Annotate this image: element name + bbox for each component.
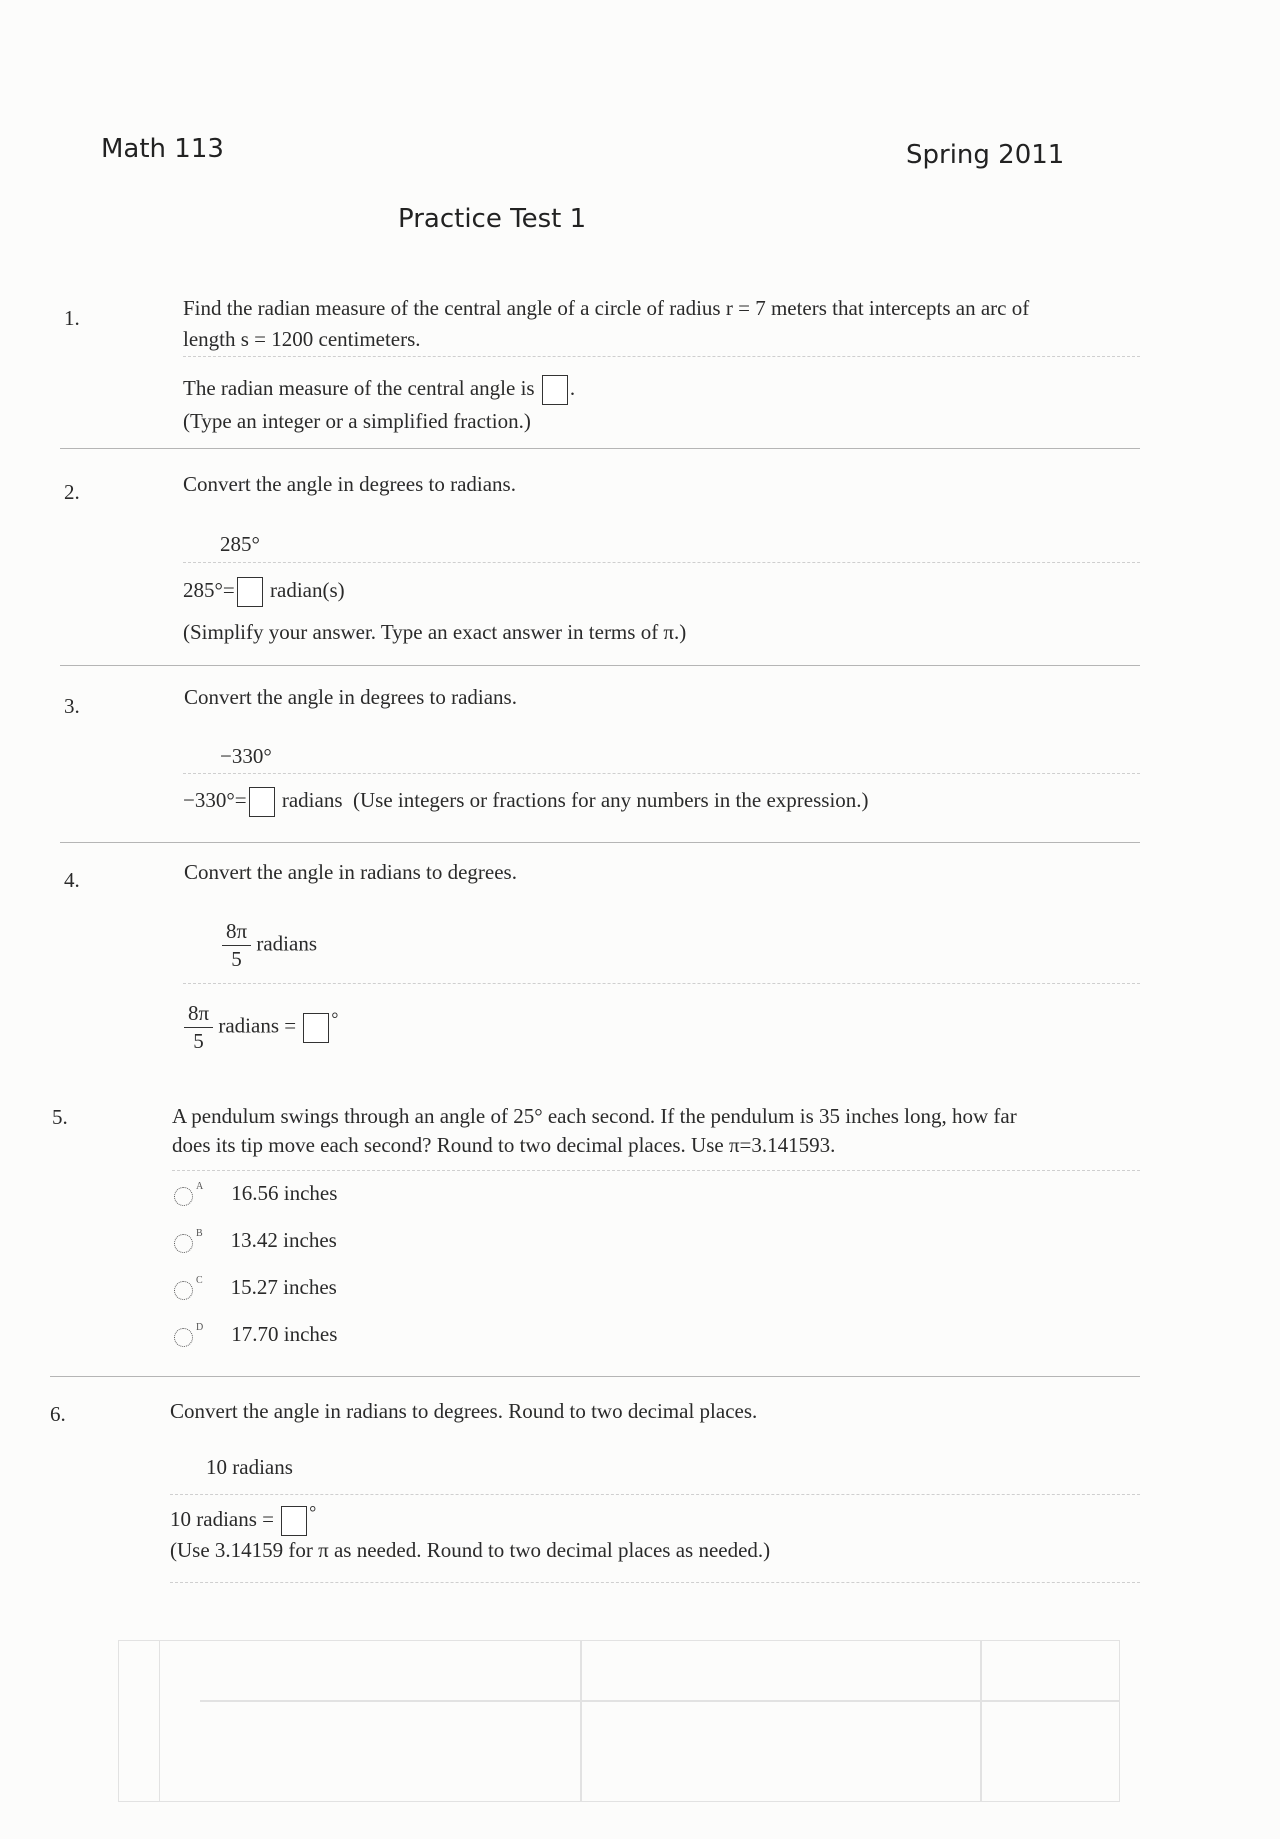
given-value — [222, 918, 317, 974]
question-separator — [60, 665, 1140, 666]
option-a[interactable] — [174, 1181, 337, 1206]
divider — [183, 983, 1140, 984]
fraction-denominator: 5 — [231, 947, 242, 972]
question-prompt: Convert the angle in radians to degrees. Round to two decimal places. — [170, 1399, 758, 1423]
answer-suffix: radians — [281, 788, 343, 812]
answer-suffix: . — [569, 376, 576, 400]
fraction-numerator: 8π — [222, 918, 251, 946]
answer-prefix: 10 radians = — [170, 1507, 274, 1531]
faint-grid-line — [200, 1700, 1120, 1702]
answer-input-box[interactable] — [303, 1013, 329, 1043]
question-prompt-line-2: does its tip move each second? Round to two decimal places. Use π=3.141593. — [172, 1133, 836, 1157]
given-fraction — [222, 918, 251, 974]
answer-instruction: (Use integers or fractions for any numbers in the expression.) — [353, 788, 869, 812]
given-angle: 285° — [220, 532, 260, 556]
question-number: 1. — [64, 306, 80, 330]
option-text: 15.27 inches — [230, 1275, 337, 1299]
answer-prefix: The radian measure of the central angle is — [183, 376, 535, 400]
term-label: Spring 2011 — [906, 140, 1065, 170]
degree-symbol: ° — [331, 1008, 339, 1029]
question-separator — [60, 842, 1140, 843]
answer-input-box[interactable] — [281, 1506, 307, 1536]
answer-line — [183, 374, 575, 405]
option-text: 17.70 inches — [231, 1322, 338, 1346]
divider — [183, 562, 1140, 563]
answer-instruction: (Simplify your answer. Type an exact answer in terms of π.) — [183, 620, 687, 644]
question-prompt-line-1: Find the radian measure of the central angle of a circle of radius r = 7 meters that intercepts an arc of — [183, 296, 1030, 320]
answer-line — [184, 1000, 338, 1056]
answer-instruction: (Use 3.14159 for π as needed. Round to two decimal places as needed.) — [170, 1538, 771, 1562]
faint-grid-line — [980, 1640, 982, 1802]
option-letter: C — [196, 1275, 203, 1286]
option-b[interactable] — [174, 1228, 337, 1253]
degree-symbol: ° — [309, 1502, 317, 1522]
question-number: 4. — [64, 868, 80, 892]
question-number: 6. — [50, 1402, 66, 1426]
answer-input-box[interactable] — [542, 375, 568, 405]
answer-unit: radians = — [218, 1013, 297, 1038]
faint-grid-column — [118, 1640, 160, 1802]
fraction-denominator: 5 — [193, 1029, 204, 1054]
divider — [172, 1170, 1140, 1171]
question-prompt: Convert the angle in degrees to radians. — [184, 685, 517, 709]
option-text: 13.42 inches — [230, 1228, 337, 1252]
question-separator — [50, 1376, 1140, 1377]
question-prompt-line-1: A pendulum swings through an angle of 25° each second. If the pendulum is 35 inches long, how far — [172, 1104, 1017, 1128]
option-letter: B — [196, 1228, 203, 1239]
answer-instruction: (Type an integer or a simplified fraction.) — [183, 409, 531, 433]
answer-prefix: −330°= — [183, 788, 247, 812]
option-letter: A — [196, 1181, 204, 1192]
given-value: 10 radians — [206, 1455, 293, 1479]
radio-button[interactable] — [174, 1187, 193, 1206]
fraction-numerator: 8π — [184, 1000, 213, 1028]
question-number: 3. — [64, 694, 80, 718]
option-d[interactable] — [174, 1322, 337, 1347]
divider — [170, 1582, 1140, 1583]
radio-button[interactable] — [174, 1328, 193, 1347]
answer-input-box[interactable] — [237, 577, 263, 607]
question-number: 2. — [64, 480, 80, 504]
faint-grid — [118, 1640, 1120, 1802]
question-number: 5. — [52, 1105, 68, 1129]
answer-suffix: radian(s) — [270, 578, 345, 602]
page-title: Practice Test 1 — [398, 204, 587, 234]
option-text: 16.56 inches — [231, 1181, 338, 1205]
question-prompt: Convert the angle in degrees to radians. — [183, 472, 516, 496]
divider — [183, 773, 1140, 774]
given-angle: −330° — [220, 744, 272, 768]
question-separator — [60, 448, 1140, 449]
answer-line — [170, 1500, 316, 1536]
divider — [183, 356, 1140, 357]
answer-input-box[interactable] — [249, 787, 275, 817]
radio-button[interactable] — [174, 1234, 193, 1253]
answer-prefix: 285°= — [183, 578, 235, 602]
course-title: Math 113 — [101, 134, 224, 164]
answer-fraction — [184, 1000, 213, 1056]
given-unit: radians — [256, 931, 318, 956]
radio-button[interactable] — [174, 1281, 193, 1300]
question-prompt: Convert the angle in radians to degrees. — [184, 860, 517, 884]
answer-line — [183, 786, 869, 817]
faint-grid-line — [580, 1640, 582, 1802]
option-letter: D — [196, 1322, 204, 1333]
divider — [170, 1494, 1140, 1495]
answer-line — [183, 576, 345, 607]
option-c[interactable] — [174, 1275, 337, 1300]
question-prompt-line-2: length s = 1200 centimeters. — [183, 327, 421, 351]
